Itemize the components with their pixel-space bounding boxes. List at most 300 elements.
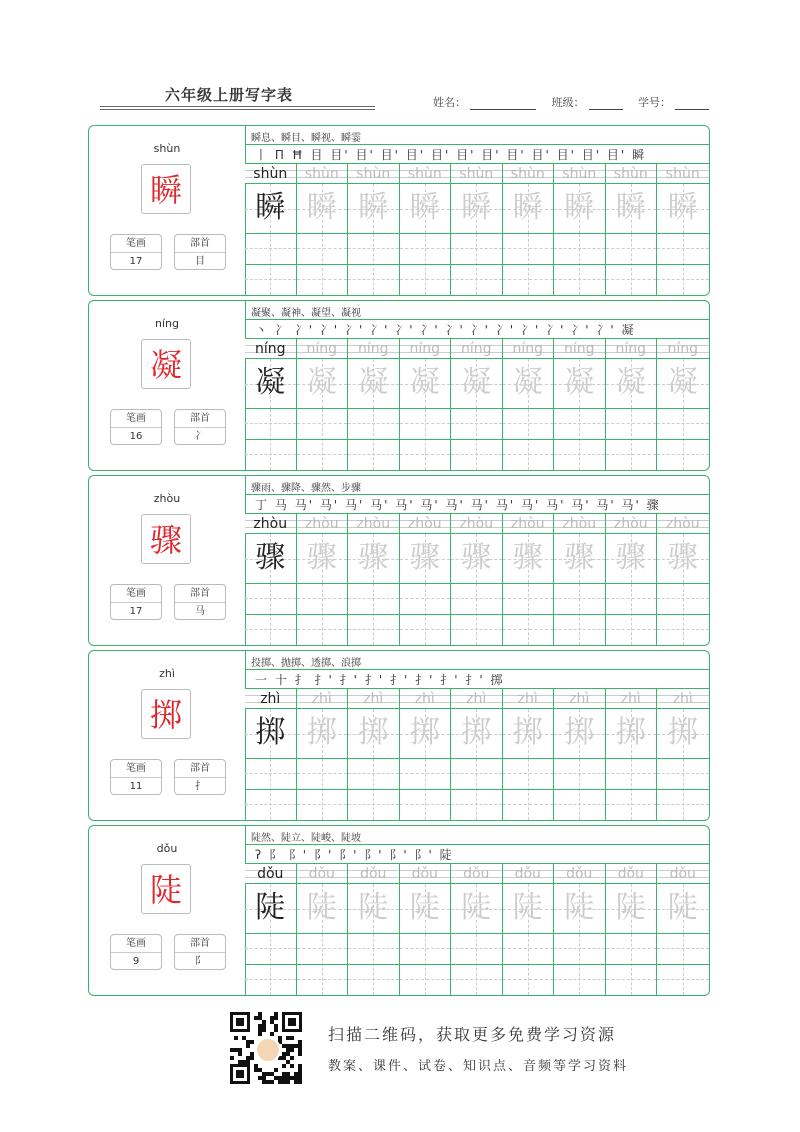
char-trace: 骤	[461, 540, 492, 575]
char-display: 凝	[141, 339, 191, 389]
pinyin-trace: zhì	[363, 691, 384, 707]
stroke-step: 扌'	[415, 673, 435, 687]
stroke-step: 扌'	[440, 673, 460, 687]
pinyin-cell[interactable]	[554, 164, 605, 184]
char-trace: 掷	[306, 715, 337, 750]
pinyin-trace: níng	[667, 341, 699, 357]
blank-writing-cell[interactable]	[554, 234, 605, 295]
blank-writing-cell[interactable]	[400, 409, 451, 470]
stroke-step: 马'	[344, 498, 365, 512]
radical: 目	[195, 256, 205, 267]
practice-column	[400, 164, 452, 295]
pinyin-cell[interactable]	[451, 339, 502, 359]
tracing-cell[interactable]	[606, 184, 657, 234]
practice-column	[451, 164, 503, 295]
tracing-cell[interactable]	[451, 359, 502, 409]
stroke-step: 冫	[274, 323, 289, 337]
tracing-cell[interactable]	[657, 534, 709, 584]
practice-column	[657, 689, 709, 820]
tracing-cell[interactable]	[451, 709, 502, 759]
tracing-cell[interactable]	[657, 184, 709, 234]
practice-column	[245, 864, 297, 995]
tracing-cell[interactable]	[554, 709, 605, 759]
stroke-count: 16	[129, 431, 143, 442]
pinyin-cell[interactable]	[348, 514, 399, 534]
char-trace: 骤	[409, 540, 440, 575]
tracing-cell[interactable]	[400, 709, 451, 759]
radical-label: 部首	[175, 935, 225, 953]
tracing-cell[interactable]	[606, 709, 657, 759]
stroke-step: 马'	[395, 498, 415, 512]
practice-column	[400, 339, 452, 470]
practice-column	[657, 514, 709, 645]
character-card	[88, 825, 710, 996]
practice-column	[554, 689, 606, 820]
example-words: 陡然、陡立、陡峻、陡坡	[251, 833, 361, 844]
example-words: 投掷、抛掷、透掷、浪掷	[251, 658, 361, 669]
blank-writing-cell[interactable]	[245, 234, 296, 295]
practice-column	[348, 339, 400, 470]
radical-label: 部首	[175, 585, 225, 603]
tracing-cell[interactable]	[245, 534, 296, 584]
stroke-step: 目'	[481, 148, 501, 162]
pinyin-cell[interactable]	[297, 514, 348, 534]
char-pinyin: zhòu	[153, 492, 181, 505]
stroke-label: 笔画	[111, 760, 161, 778]
pinyin-cell[interactable]	[297, 689, 348, 709]
blank-writing-cell[interactable]	[657, 934, 709, 995]
pinyin-cell[interactable]	[348, 689, 399, 709]
pinyin-trace: shùn	[510, 166, 545, 182]
blank-writing-cell[interactable]	[503, 409, 554, 470]
pinyin-trace: dǒu	[669, 866, 696, 882]
pinyin-cell[interactable]	[606, 864, 657, 884]
pinyin-cell[interactable]	[503, 164, 554, 184]
pinyin-cell[interactable]	[348, 339, 399, 359]
practice-column	[503, 164, 555, 295]
pinyin-trace: shùn	[304, 166, 339, 182]
tracing-cell[interactable]	[400, 184, 451, 234]
pinyin-trace: dǒu	[257, 866, 284, 882]
practice-column	[297, 514, 349, 645]
tracing-cell[interactable]	[554, 534, 605, 584]
class-blank[interactable]	[589, 98, 623, 110]
blank-writing-cell[interactable]	[554, 409, 605, 470]
stroke-step: 目'	[380, 148, 400, 162]
blank-writing-cell[interactable]	[503, 759, 554, 820]
pinyin-cell[interactable]	[297, 864, 348, 884]
blank-writing-cell[interactable]	[245, 584, 296, 645]
stroke-step: 冫'	[344, 323, 365, 337]
char-pinyin: dǒu	[156, 842, 178, 855]
id-label: 学号：	[638, 96, 671, 109]
blank-writing-cell[interactable]	[503, 934, 554, 995]
pinyin-trace: zhòu	[407, 516, 442, 532]
blank-writing-cell[interactable]	[297, 759, 348, 820]
stroke-step: 冫'	[294, 323, 314, 337]
pinyin-cell[interactable]	[245, 514, 296, 534]
tracing-cell[interactable]	[400, 534, 451, 584]
tracing-cell[interactable]	[503, 884, 554, 934]
char-display: 骤	[141, 514, 191, 564]
pinyin-cell[interactable]	[451, 514, 502, 534]
class-label: 班级：	[551, 96, 585, 109]
tracing-cell[interactable]	[245, 884, 296, 934]
tracing-cell[interactable]	[606, 884, 657, 934]
footer	[228, 1010, 688, 1090]
blank-writing-cell[interactable]	[348, 409, 399, 470]
stroke-step: 凝	[621, 323, 636, 337]
blank-writing-cell[interactable]	[451, 759, 502, 820]
tracing-cell[interactable]	[297, 184, 348, 234]
pinyin-trace: dǒu	[360, 866, 387, 882]
pinyin-trace: shùn	[253, 166, 288, 182]
pinyin-cell[interactable]	[554, 514, 605, 534]
practice-panel	[245, 476, 709, 645]
blank-writing-cell[interactable]	[400, 234, 451, 295]
stroke-label: 笔画	[111, 410, 161, 428]
tracing-cell[interactable]	[554, 884, 605, 934]
tracing-cell[interactable]	[503, 709, 554, 759]
blank-writing-cell[interactable]	[554, 934, 605, 995]
qr-code-icon	[228, 1010, 304, 1086]
practice-column	[503, 689, 555, 820]
tracing-cell[interactable]	[400, 884, 451, 934]
blank-writing-cell[interactable]	[606, 409, 657, 470]
page-header	[0, 80, 800, 120]
practice-column	[297, 339, 349, 470]
pinyin-cell[interactable]	[657, 689, 709, 709]
pinyin-cell[interactable]	[657, 514, 709, 534]
practice-column	[657, 864, 709, 995]
pinyin-cell[interactable]	[606, 689, 657, 709]
pinyin-trace: dǒu	[308, 866, 335, 882]
practice-column	[400, 864, 452, 995]
stroke-step: 冫'	[495, 323, 516, 337]
pinyin-trace: níng	[357, 341, 389, 357]
pinyin-cell[interactable]	[503, 339, 554, 359]
tracing-cell[interactable]	[400, 359, 451, 409]
tracing-cell[interactable]	[503, 534, 554, 584]
blank-writing-cell[interactable]	[297, 234, 348, 295]
char-pinyin: níng	[155, 317, 179, 330]
practice-grid	[245, 164, 709, 295]
pinyin-cell[interactable]	[606, 164, 657, 184]
blank-writing-cell[interactable]	[297, 409, 348, 470]
pinyin-cell[interactable]	[606, 339, 657, 359]
stroke-step: 瞬	[632, 148, 647, 162]
stroke-count-box	[110, 934, 162, 970]
blank-writing-cell[interactable]	[245, 409, 296, 470]
char-trace: 掷	[512, 715, 543, 750]
blank-writing-cell[interactable]	[400, 759, 451, 820]
stroke-step: 马'	[520, 498, 541, 512]
pinyin-cell[interactable]	[400, 164, 451, 184]
practice-column	[297, 864, 349, 995]
blank-writing-cell[interactable]	[503, 234, 554, 295]
stroke-step: 冫'	[571, 323, 591, 337]
char-trace: 瞬	[564, 190, 595, 225]
practice-column	[400, 689, 452, 820]
blank-writing-cell[interactable]	[606, 934, 657, 995]
blank-writing-cell[interactable]	[606, 759, 657, 820]
stroke-order	[245, 494, 709, 514]
char-trace: 骤	[564, 540, 595, 575]
practice-panel	[245, 826, 709, 995]
blank-writing-cell[interactable]	[451, 234, 502, 295]
blank-writing-cell[interactable]	[657, 759, 709, 820]
blank-writing-cell[interactable]	[451, 584, 502, 645]
blank-writing-cell[interactable]	[348, 934, 399, 995]
name-label: 姓名：	[433, 96, 466, 109]
pinyin-trace: níng	[409, 341, 441, 357]
tracing-cell[interactable]	[554, 184, 605, 234]
stroke-label: 笔画	[111, 585, 161, 603]
blank-writing-cell[interactable]	[297, 584, 348, 645]
pinyin-cell[interactable]	[245, 689, 296, 709]
tracing-cell[interactable]	[245, 184, 296, 234]
radical: 冫	[195, 431, 205, 442]
pinyin-cell[interactable]	[606, 514, 657, 534]
example-words: 瞬息、瞬目、瞬视、瞬霎	[251, 133, 361, 144]
character-card	[88, 300, 710, 471]
char-trace: 凝	[512, 365, 543, 400]
pinyin-cell[interactable]	[657, 164, 709, 184]
tracing-cell[interactable]	[503, 359, 554, 409]
practice-column	[606, 339, 658, 470]
pinyin-cell[interactable]	[451, 864, 502, 884]
pinyin-cell[interactable]	[400, 864, 451, 884]
tracing-cell[interactable]	[657, 709, 709, 759]
tracing-cell[interactable]	[348, 184, 399, 234]
pinyin-trace: zhì	[569, 691, 590, 707]
stroke-step: 马	[274, 498, 289, 512]
tracing-cell[interactable]	[451, 884, 502, 934]
stroke-step: 十	[274, 673, 289, 687]
char-trace: 骤	[358, 540, 389, 575]
char-trace: 陡	[667, 890, 698, 925]
practice-panel	[245, 126, 709, 295]
tracing-cell[interactable]	[657, 359, 709, 409]
char-trace: 掷	[615, 715, 646, 750]
stroke-step: 扌'	[389, 673, 410, 687]
char-trace: 瞬	[461, 190, 492, 225]
tracing-cell[interactable]	[606, 359, 657, 409]
tracing-cell[interactable]	[503, 184, 554, 234]
pinyin-cell[interactable]	[400, 339, 451, 359]
pinyin-cell[interactable]	[554, 339, 605, 359]
stroke-step: 马'	[445, 498, 465, 512]
stroke-step: 扌'	[465, 673, 485, 687]
pinyin-cell[interactable]	[451, 689, 502, 709]
blank-writing-cell[interactable]	[657, 584, 709, 645]
pinyin-trace: zhòu	[665, 516, 700, 532]
tracing-cell[interactable]	[245, 709, 296, 759]
stroke-step: 马'	[319, 498, 340, 512]
radical-label: 部首	[175, 235, 225, 253]
pinyin-cell[interactable]	[400, 514, 451, 534]
stroke-step: ʔ	[255, 848, 264, 862]
practice-column	[451, 514, 503, 645]
stroke-count: 17	[129, 256, 143, 267]
pinyin-cell[interactable]	[503, 514, 554, 534]
tracing-cell[interactable]	[297, 709, 348, 759]
blank-writing-cell[interactable]	[606, 234, 657, 295]
char-trace: 骤	[512, 540, 543, 575]
pinyin-trace: shùn	[613, 166, 648, 182]
blank-writing-cell[interactable]	[348, 759, 399, 820]
pinyin-trace: níng	[512, 341, 544, 357]
pinyin-cell[interactable]	[297, 164, 348, 184]
practice-column	[245, 689, 297, 820]
blank-writing-cell[interactable]	[400, 934, 451, 995]
pinyin-cell[interactable]	[400, 689, 451, 709]
stroke-step: 丶	[255, 323, 270, 337]
blank-writing-cell[interactable]	[245, 934, 296, 995]
practice-column	[245, 514, 297, 645]
pinyin-cell[interactable]	[245, 339, 296, 359]
char-trace: 掷	[255, 715, 286, 750]
practice-column	[348, 689, 400, 820]
pinyin-cell[interactable]	[348, 164, 399, 184]
pinyin-trace: zhì	[466, 691, 487, 707]
tracing-cell[interactable]	[348, 709, 399, 759]
blank-writing-cell[interactable]	[657, 409, 709, 470]
practice-panel	[245, 651, 709, 820]
tracing-cell[interactable]	[606, 534, 657, 584]
char-display: 陡	[141, 864, 191, 914]
stroke-count: 17	[129, 606, 143, 617]
stroke-count-box	[110, 759, 162, 795]
stroke-step: Π	[274, 148, 286, 162]
name-blank[interactable]	[470, 98, 536, 110]
blank-writing-cell[interactable]	[400, 584, 451, 645]
tracing-cell[interactable]	[297, 884, 348, 934]
example-words: 凝聚、凝神、凝望、凝视	[251, 308, 361, 319]
id-blank[interactable]	[675, 98, 709, 110]
stroke-count-box	[110, 234, 162, 270]
char-trace: 瞬	[512, 190, 543, 225]
tracing-cell[interactable]	[245, 359, 296, 409]
pinyin-cell[interactable]	[451, 164, 502, 184]
pinyin-trace: zhì	[414, 691, 435, 707]
stroke-step: 目'	[506, 148, 526, 162]
stroke-step: 目'	[355, 148, 375, 162]
tracing-cell[interactable]	[657, 884, 709, 934]
pinyin-cell[interactable]	[348, 864, 399, 884]
stroke-step: 马'	[571, 498, 591, 512]
practice-column	[297, 164, 349, 295]
practice-column	[245, 339, 297, 470]
char-trace: 瞬	[255, 190, 286, 225]
blank-writing-cell[interactable]	[348, 234, 399, 295]
stroke-step: 阝'	[339, 848, 359, 862]
practice-column	[503, 514, 555, 645]
stroke-step: 阝	[268, 848, 283, 862]
pinyin-cell[interactable]	[554, 689, 605, 709]
pinyin-cell[interactable]	[503, 864, 554, 884]
tracing-cell[interactable]	[451, 534, 502, 584]
char-info-panel	[89, 126, 246, 295]
stroke-step: 扌'	[364, 673, 385, 687]
tracing-cell[interactable]	[348, 359, 399, 409]
tracing-cell[interactable]	[451, 184, 502, 234]
char-trace: 骤	[667, 540, 698, 575]
pinyin-cell[interactable]	[245, 164, 296, 184]
blank-writing-cell[interactable]	[657, 234, 709, 295]
blank-writing-cell[interactable]	[297, 934, 348, 995]
practice-grid	[245, 514, 709, 645]
radical-box	[174, 234, 226, 270]
stroke-step: 冫'	[395, 323, 415, 337]
pinyin-cell[interactable]	[554, 864, 605, 884]
practice-column	[400, 514, 452, 645]
pinyin-trace: zhòu	[253, 516, 288, 532]
radical-box	[174, 759, 226, 795]
pinyin-trace: zhòu	[459, 516, 494, 532]
pinyin-cell[interactable]	[657, 339, 709, 359]
practice-column	[451, 339, 503, 470]
blank-writing-cell[interactable]	[606, 584, 657, 645]
blank-writing-cell[interactable]	[554, 584, 605, 645]
blank-writing-cell[interactable]	[245, 759, 296, 820]
tracing-cell[interactable]	[348, 534, 399, 584]
blank-writing-cell[interactable]	[554, 759, 605, 820]
practice-panel	[245, 301, 709, 470]
radical-box	[174, 409, 226, 445]
char-trace: 掷	[667, 715, 698, 750]
practice-column	[657, 339, 709, 470]
tracing-cell[interactable]	[554, 359, 605, 409]
tracing-cell[interactable]	[297, 359, 348, 409]
practice-column	[606, 164, 658, 295]
stroke-step: 目'	[606, 148, 627, 162]
radical-box	[174, 584, 226, 620]
character-card	[88, 650, 710, 821]
char-trace: 凝	[667, 365, 698, 400]
practice-column	[554, 864, 606, 995]
stroke-step: 阝'	[364, 848, 384, 862]
pinyin-cell[interactable]	[657, 864, 709, 884]
pinyin-trace: níng	[460, 341, 492, 357]
tracing-cell[interactable]	[348, 884, 399, 934]
blank-writing-cell[interactable]	[451, 409, 502, 470]
radical-label: 部首	[175, 760, 225, 778]
char-trace: 瞬	[358, 190, 389, 225]
stroke-step: 冫'	[420, 323, 440, 337]
stroke-step: Ħ	[291, 148, 305, 162]
practice-column	[503, 339, 555, 470]
char-trace: 骤	[306, 540, 337, 575]
pinyin-cell[interactable]	[297, 339, 348, 359]
pinyin-trace: zhì	[517, 691, 538, 707]
char-trace: 陡	[255, 890, 286, 925]
tracing-cell[interactable]	[297, 534, 348, 584]
pinyin-cell[interactable]	[245, 864, 296, 884]
pinyin-cell[interactable]	[503, 689, 554, 709]
pinyin-trace: zhòu	[510, 516, 545, 532]
blank-writing-cell[interactable]	[451, 934, 502, 995]
blank-writing-cell[interactable]	[348, 584, 399, 645]
character-card	[88, 475, 710, 646]
stroke-step: 冫'	[319, 323, 340, 337]
blank-writing-cell[interactable]	[503, 584, 554, 645]
char-trace: 凝	[409, 365, 440, 400]
stroke-step: 阝'	[313, 848, 334, 862]
char-trace: 陡	[615, 890, 646, 925]
stroke-step: 冫'	[470, 323, 490, 337]
title-underline-2	[100, 109, 375, 110]
